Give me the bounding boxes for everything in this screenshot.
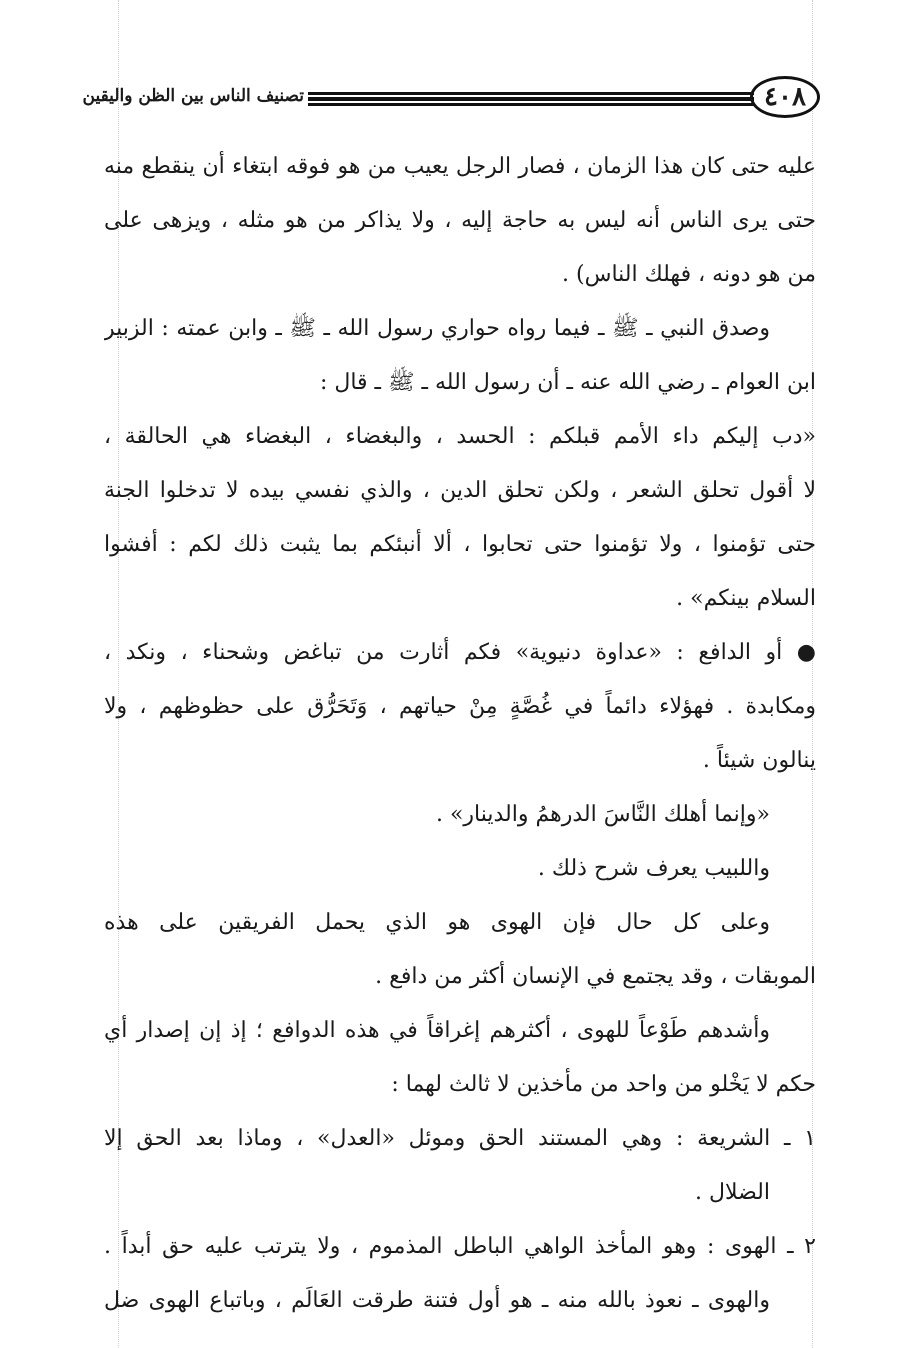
text-line: ابن العوام ـ رضي الله عنه ـ أن رسول الله ـ ﷺ ـ قال : xyxy=(319,370,816,395)
text-line: وأشدهم طَوْعاً للهوى ، أكثرهم إغراقاً في هذه الدوافع ؛ إذ إن إصدار أي xyxy=(104,1018,770,1043)
list-item: ١ ـ الشريعة : وهي المستند الحق وموئل «العدل» ، وماذا بعد الحق إلا xyxy=(104,1126,816,1151)
text-line: لا أقول تحلق الشعر ، ولكن تحلق الدين ، والذي نفسي بيده لا تدخلوا الجنة xyxy=(104,478,816,503)
bullet-line: ● أو الدافع : «عداوة دنيوية» فكم أثارت من تباغض وشحناء ، ونكد ، xyxy=(104,640,816,665)
text-line: والهوى ـ نعوذ بالله منه ـ هو أول فتنة طرقت العَالَم ، وباتباع الهوى ضل xyxy=(104,1288,770,1313)
running-title: تصنيف الناس بين الظن واليقين xyxy=(82,86,304,106)
text-line: حكم لا يَخْلو من واحد من مأخذين لا ثالث لهما : xyxy=(391,1072,816,1097)
text-line: وصدق النبي ـ ﷺ ـ فيما رواه حواري رسول الله ـ ﷺ ـ وابن عمته : الزبير xyxy=(104,316,770,341)
text-line: «دب إليكم داء الأمم قبلكم : الحسد ، والبغضاء ، البغضاء هي الحالقة ، xyxy=(104,424,816,449)
text-line: حتى تؤمنوا ، ولا تؤمنوا حتى تحابوا ، ألا أنبئكم بما يثبت ذلك لكم : أفشوا xyxy=(104,532,816,557)
header-rule xyxy=(308,92,754,106)
text-line: من هو دونه ، فهلك الناس) . xyxy=(562,262,816,287)
text-line: واللبيب يعرف شرح ذلك . xyxy=(537,856,770,881)
text-line: السلام بينكم» . xyxy=(676,586,816,611)
page-body xyxy=(104,140,816,1328)
list-item: ٢ ـ الهوى : وهو المأخذ الواهي الباطل المذموم ، ولا يترتب عليه حق أبداً . xyxy=(104,1234,816,1259)
text-line: ينالون شيئاً . xyxy=(702,748,816,773)
text-line: عليه حتى كان هذا الزمان ، فصار الرجل يعيب من هو فوقه ابتغاء أن ينقطع منه xyxy=(104,154,816,179)
text-line: الموبقات ، وقد يجتمع في الإنسان أكثر من دافع . xyxy=(375,964,816,989)
text-line: وعلى كل حال فإن الهوى هو الذي يحمل الفريقين على هذه xyxy=(104,910,770,935)
page-number: ٤٠٨ xyxy=(750,76,820,118)
text-line: الضلال . xyxy=(695,1180,770,1205)
text-line: حتى يرى الناس أنه ليس به حاجة إليه ، ولا يذاكر من هو مثله ، ويزهى على xyxy=(104,208,816,233)
quote-line: «وإنما أهلك النَّاسَ الدرهمُ والدينار» . xyxy=(435,802,770,827)
page-header xyxy=(82,72,820,128)
text-line: ومكابدة . فهؤلاء دائماً في غُصَّةٍ مِنْ حياتهم ، وَتَحَرُّق على حظوظهم ، ولا xyxy=(104,694,816,719)
